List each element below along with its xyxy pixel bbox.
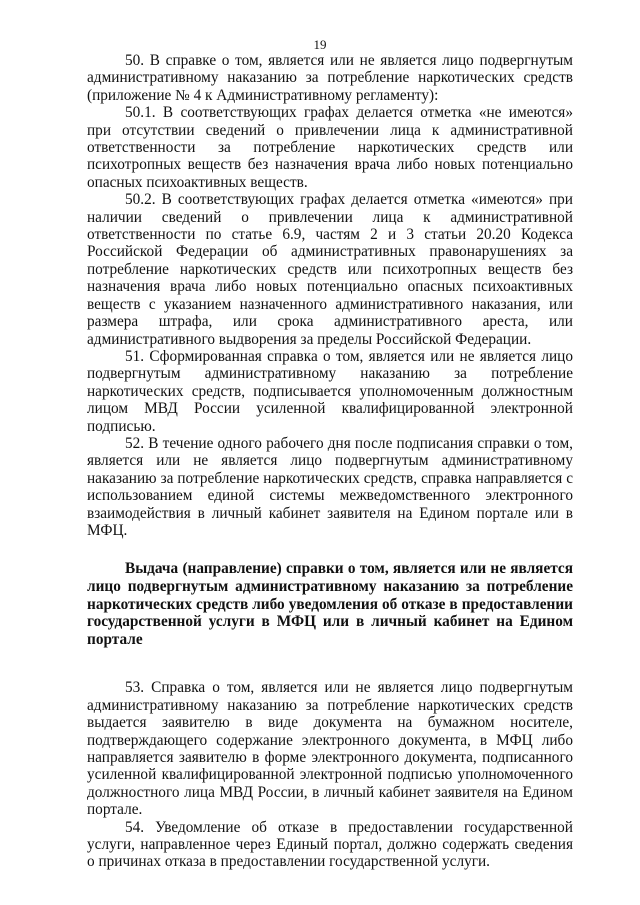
paragraph-50-1: 50.1. В соответствующих графах делается отметка «не имеются» при отсутствии сведений о привлечении лица к административной ответственности за потребление наркотических средств или психотропных веществ без назначения врача либо новых потенциально опасных психоактивных веществ. (87, 104, 573, 191)
paragraph-50-2: 50.2. В соответствующих графах делается отметка «имеются» при наличии сведений о привлечении лица к административной ответственности по статье 6.9, частям 2 и 3 статьи 20.20 Кодекса Российской Федерации об административных правонарушениях за потребление наркотических средств или психотропных веществ без назначения врача либо новых потенциально опасных психоактивных веществ с указанием назначенного административного наказания, или размера штрафа, или срока административного ареста, или административного выдворения за пределы Российской Федерации. (87, 191, 573, 348)
paragraph-53: 53. Справка о том, является или не является лицо подвергнутым административному наказанию за потребление наркотических средств выдается заявителю в виде документа на бумажном носителе, подтверждающего содержание электронного документа, в МФЦ либо направляется заявителю в форме электронного документа, подписанного усиленной квалифицированной электронной подписью уполномоченного должностного лица МВД России, в личный кабинет заявителя на Едином портале. (87, 679, 573, 819)
paragraph-51: 51. Сформированная справка о том, является или не является лицо подвергнутым административному наказанию за потребление наркотических средств, подписывается уполномоченным должностным лицом МВД России усиленной квалифицированной электронной подписью. (87, 347, 573, 435)
paragraph-52: 52. В течение одного рабочего дня после подписания справки о том, является или не является лицо подвергнутым административному наказанию за потребление наркотических средств, справка направляется с использованием единой системы межведомственного электронного взаимодействия в личный кабинет заявителя на Едином портале или в МФЦ. (87, 434, 573, 539)
document-body (87, 52, 573, 871)
page-number: 19 (313, 37, 327, 52)
paragraph-54: 54. Уведомление об отказе в предоставлении государственной услуги, направленное через Единый портал, должно содержать сведения о причинах отказа в предоставлении государственной услуги. (87, 818, 573, 871)
section-heading: Выдача (направление) справки о том, является или не является лицо подвергнутым административному наказанию за потребление наркотических средств либо уведомления об отказе в предоставлении государственной услуги в МФЦ или в личный кабинет на Едином портале (87, 560, 573, 648)
paragraph-50: 50. В справке о том, является или не является лицо подвергнутым административному наказанию за потребление наркотических средств (приложение № 4 к Административному регламенту): (87, 52, 573, 104)
